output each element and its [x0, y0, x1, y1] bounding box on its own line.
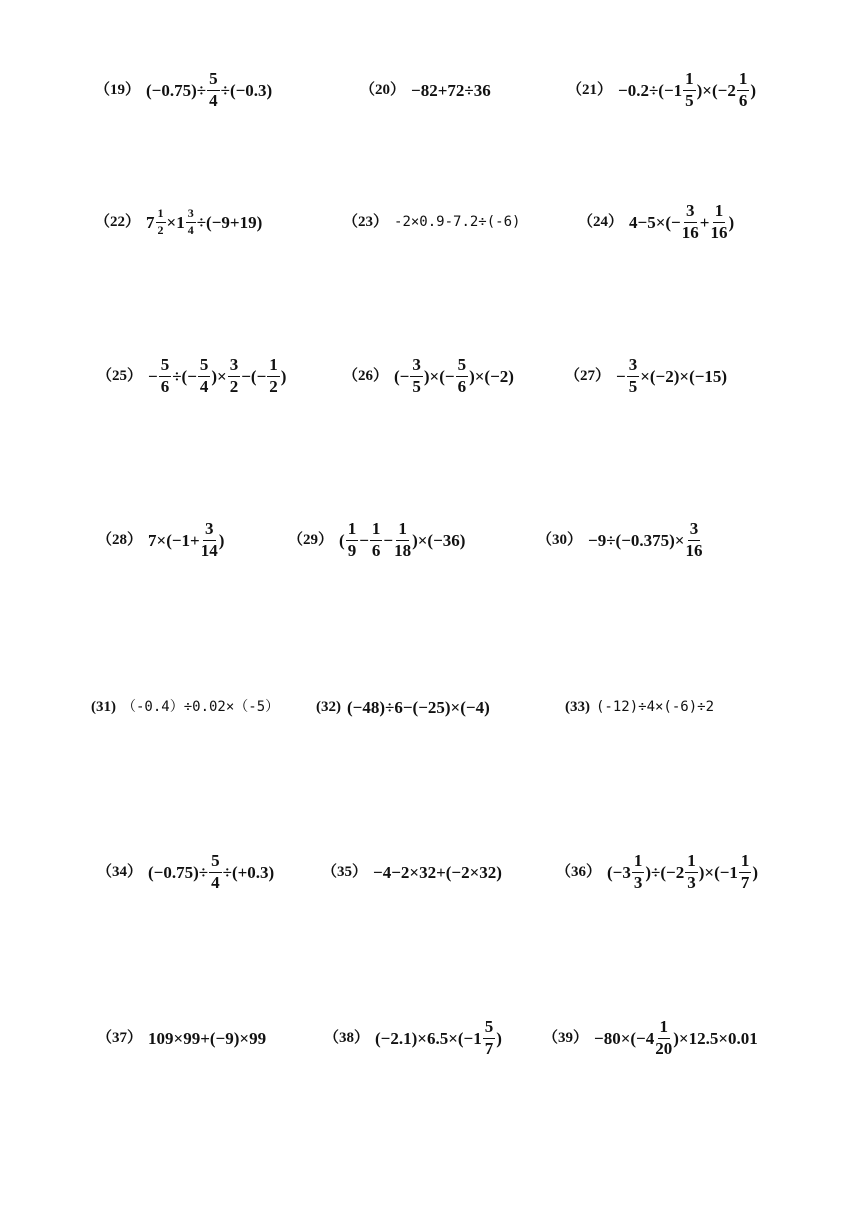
- problem-25: [97, 356, 286, 396]
- problem-35: [322, 852, 502, 892]
- fraction: [209, 852, 222, 892]
- fraction: [370, 520, 383, 560]
- expression-text: ÷(−9+19): [196, 212, 263, 232]
- problem-27: [565, 356, 727, 396]
- problem-22: [95, 202, 262, 242]
- expression-text: −: [148, 366, 158, 386]
- fraction: [186, 207, 196, 236]
- numerator: 5: [198, 356, 211, 377]
- problem-28: [97, 520, 224, 560]
- numerator: 5: [159, 356, 172, 377]
- problem-number: （36）: [556, 863, 602, 880]
- denominator: 4: [211, 872, 220, 892]
- expression-text: ): [752, 862, 759, 882]
- expression-text: ): [280, 366, 287, 386]
- fraction: [159, 356, 172, 396]
- expression-text: (-12)÷4×(-6)÷2: [596, 699, 715, 715]
- problem-number: （20）: [360, 81, 406, 98]
- numerator: 3: [203, 520, 216, 541]
- fraction: [737, 70, 750, 110]
- denominator: 3: [687, 872, 696, 892]
- fraction: [394, 520, 411, 560]
- expression-text: 4−5×(−: [629, 212, 681, 232]
- expression-text: (−48)÷6−(−25)×(−4): [347, 697, 490, 717]
- fraction: [156, 207, 166, 236]
- fraction: [228, 356, 241, 396]
- denominator: 18: [394, 540, 412, 560]
- expression-text: −4−2×32+(−2×32): [373, 862, 502, 882]
- denominator: 20: [655, 1038, 673, 1058]
- expression-text: (−0.75)÷: [146, 80, 207, 100]
- numerator: 5: [483, 1018, 496, 1039]
- numerator: 3: [684, 202, 697, 223]
- denominator: 2: [269, 376, 278, 396]
- expression-text: −: [616, 366, 626, 386]
- numerator: 3: [627, 356, 640, 377]
- expression-text: )×12.5×0.01: [673, 1028, 758, 1048]
- numerator: 1: [346, 520, 359, 541]
- expression-text: )×(−2): [469, 366, 514, 386]
- problem-number: （23）: [343, 213, 389, 230]
- expression-text: (−: [394, 366, 410, 386]
- problem-number: （28）: [97, 531, 143, 548]
- denominator: 5: [685, 90, 694, 110]
- denominator: 6: [371, 540, 381, 560]
- expression-text: −0.2÷(−1: [618, 80, 683, 100]
- problem-29: [288, 520, 465, 560]
- fraction: [198, 356, 211, 396]
- problem-20: [360, 70, 491, 110]
- expression-text: ÷(+0.3): [222, 862, 275, 882]
- problem-number: （25）: [97, 367, 143, 384]
- problem-number: (33): [565, 698, 590, 715]
- problem-31: [91, 687, 279, 727]
- denominator: 4: [209, 90, 218, 110]
- expression-text: )×(−36): [412, 530, 466, 550]
- problem-23: [343, 202, 520, 242]
- problem-number: （30）: [537, 531, 583, 548]
- fraction: [267, 356, 280, 396]
- expression-text: −: [359, 530, 369, 550]
- expression-text: -2×0.9-7.2÷(-6): [394, 214, 521, 230]
- problem-number: （19）: [95, 81, 141, 98]
- expression-text: )×: [211, 366, 227, 386]
- expression-text: )÷(−2: [645, 862, 685, 882]
- problem-number: （26）: [343, 367, 389, 384]
- fraction: [207, 70, 220, 110]
- denominator: 16: [681, 222, 699, 242]
- expression-text: （-0.4）÷0.02×（-5）: [122, 699, 280, 715]
- expression-text: )×(−2: [696, 80, 736, 100]
- expression-text: ): [750, 80, 757, 100]
- numerator: 1: [370, 520, 383, 541]
- denominator: 6: [160, 376, 170, 396]
- problem-number: （35）: [322, 863, 368, 880]
- fraction: [655, 1018, 672, 1058]
- denominator: 2: [157, 222, 164, 237]
- expression-text: −: [383, 530, 394, 550]
- problem-number: （21）: [567, 81, 613, 98]
- fraction: [683, 70, 696, 110]
- fraction: [685, 852, 698, 892]
- problem-36: [556, 852, 758, 892]
- expression-text: 7×(−1+: [148, 530, 200, 550]
- fraction: [410, 356, 423, 396]
- numerator: 3: [186, 207, 196, 222]
- denominator: 7: [740, 872, 750, 892]
- problem-number: （29）: [288, 531, 334, 548]
- problem-38: [324, 1018, 502, 1058]
- denominator: 14: [200, 540, 218, 560]
- problem-number: （34）: [97, 863, 143, 880]
- expression-text: ): [218, 530, 225, 550]
- fraction: [456, 356, 469, 396]
- problem-34: [97, 852, 274, 892]
- fraction: [710, 202, 727, 242]
- numerator: 5: [456, 356, 469, 377]
- numerator: 1: [683, 70, 696, 91]
- expression-text: (−0.75)÷: [148, 862, 209, 882]
- fraction: [483, 1018, 496, 1058]
- denominator: 7: [484, 1038, 494, 1058]
- numerator: 3: [410, 356, 423, 377]
- problem-37: [97, 1018, 266, 1058]
- fraction: [627, 356, 640, 396]
- numerator: 1: [737, 70, 750, 91]
- problem-24: [578, 202, 734, 242]
- expression-text: ): [728, 212, 735, 232]
- expression-text: ÷(−: [172, 366, 197, 386]
- expression-text: 7: [146, 212, 155, 232]
- expression-text: ÷(−0.3): [220, 80, 273, 100]
- problem-26: [343, 356, 514, 396]
- numerator: 5: [209, 852, 222, 873]
- denominator: 9: [347, 540, 357, 560]
- denominator: 3: [633, 872, 643, 892]
- denominator: 6: [457, 376, 467, 396]
- expression-text: 109×99+(−9)×99: [148, 1028, 267, 1048]
- fraction: [739, 852, 752, 892]
- problem-39: [543, 1018, 758, 1058]
- problem-32: [316, 687, 490, 727]
- denominator: 4: [199, 376, 209, 396]
- numerator: 5: [207, 70, 220, 91]
- numerator: 1: [685, 852, 698, 873]
- expression-text: +: [699, 212, 710, 232]
- fraction: [346, 520, 359, 560]
- numerator: 1: [267, 356, 280, 377]
- problem-number: （39）: [543, 1029, 589, 1046]
- problem-number: (32): [316, 698, 341, 715]
- problem-number: （38）: [324, 1029, 370, 1046]
- expression-text: ): [496, 1028, 502, 1048]
- expression-text: −80×(−4: [594, 1028, 655, 1048]
- denominator: 2: [229, 376, 239, 396]
- problem-number: （22）: [95, 213, 141, 230]
- expression-text: )×(−1: [698, 862, 738, 882]
- problem-19: [95, 70, 272, 110]
- expression-text: (−2.1)×6.5×(−1: [375, 1028, 482, 1048]
- problem-number: （27）: [565, 367, 611, 384]
- problem-21: [567, 70, 756, 110]
- denominator: 4: [187, 222, 194, 237]
- expression-text: ×1: [166, 212, 185, 232]
- problem-33: [565, 687, 714, 727]
- expression-text: −(−: [241, 366, 267, 386]
- denominator: 16: [710, 222, 728, 242]
- denominator: 16: [685, 540, 703, 560]
- expression-text: (: [339, 530, 345, 550]
- expression-text: )×(−: [423, 366, 455, 386]
- denominator: 5: [628, 376, 638, 396]
- problem-30: [537, 520, 703, 560]
- numerator: 1: [632, 852, 645, 873]
- fraction: [201, 520, 218, 560]
- numerator: 1: [396, 520, 409, 541]
- numerator: 1: [739, 852, 752, 873]
- fraction: [685, 520, 702, 560]
- expression-text: −9÷(−0.375)×: [588, 530, 685, 550]
- denominator: 6: [738, 90, 748, 110]
- numerator: 1: [658, 1018, 671, 1039]
- problem-number: （37）: [97, 1029, 143, 1046]
- problem-number: (31): [91, 698, 116, 715]
- fraction: [682, 202, 699, 242]
- denominator: 5: [412, 376, 421, 396]
- expression-text: −82+72÷36: [411, 80, 491, 100]
- numerator: 3: [688, 520, 701, 541]
- problem-number: （24）: [578, 213, 624, 230]
- numerator: 1: [713, 202, 726, 223]
- expression-text: ×(−2)×(−15): [640, 366, 728, 386]
- fraction: [632, 852, 645, 892]
- expression-text: (−3: [607, 862, 631, 882]
- numerator: 3: [228, 356, 241, 377]
- numerator: 1: [156, 207, 166, 222]
